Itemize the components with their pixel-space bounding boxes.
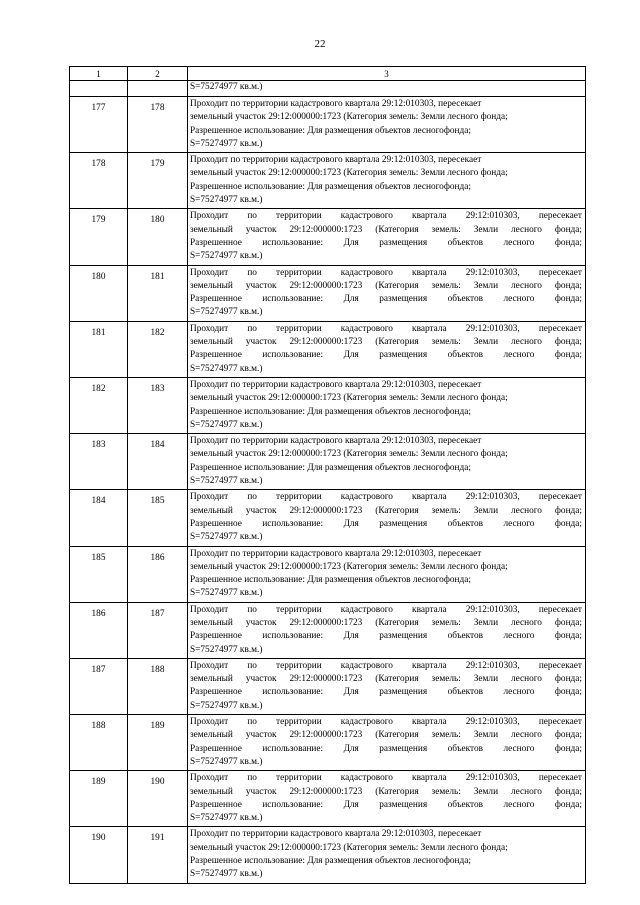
- point-number-from: 184: [70, 490, 128, 546]
- point-number-from: 183: [70, 434, 128, 490]
- description-line: Проходит по территории кадастрового квартала 29:12:010303, пересекает: [190, 604, 582, 615]
- point-number-from: 189: [70, 771, 128, 827]
- point-number-from: 177: [70, 97, 128, 153]
- point-number-to: 180: [128, 209, 188, 265]
- point-number-to: 190: [128, 771, 188, 827]
- continuation-cell-1: [70, 81, 128, 97]
- segment-description: [188, 715, 586, 771]
- table-body: [70, 67, 586, 884]
- segment-description: [188, 434, 586, 490]
- description-line: Разрешенное использование: Для размещения объектов лесного фонда;: [190, 631, 582, 642]
- description-line: Проходит по территории кадастрового квартала 29:12:010303, пересекает: [190, 211, 582, 222]
- point-number-to: 178: [128, 97, 188, 153]
- table-row: [70, 658, 586, 714]
- description-line: земельный участок 29:12:000000:1723 (Категория земель: Земли лесного фонда;: [190, 393, 508, 404]
- point-number-to: 185: [128, 490, 188, 546]
- description-line: S=75274977 кв.м.): [190, 363, 263, 374]
- description-line: земельный участок 29:12:000000:1723 (Категория земель: Земли лесного фонда;: [190, 617, 582, 628]
- description-line: Проходит по территории кадастрового квартала 29:12:010303, пересекает: [190, 436, 482, 447]
- table-row: [70, 602, 586, 658]
- segment-description: [188, 265, 586, 321]
- point-number-from: 187: [70, 658, 128, 714]
- description-line: Проходит по территории кадастрового квартала 29:12:010303, пересекает: [190, 379, 482, 390]
- description-line: Разрешенное использование: Для размещения объектов лесногофонда;: [190, 181, 471, 192]
- description-line: земельный участок 29:12:000000:1723 (Категория земель: Земли лесного фонда;: [190, 786, 582, 797]
- point-number-to: 188: [128, 658, 188, 714]
- description-line: S=75274977 кв.м.): [190, 138, 263, 149]
- description-line: Проходит по территории кадастрового квартала 29:12:010303, пересекает: [190, 660, 582, 671]
- description-line: Разрешенное использование: Для размещения объектов лесного фонда;: [190, 237, 582, 248]
- description-line: S=75274977 кв.м.): [190, 307, 263, 318]
- table-row: [70, 771, 586, 827]
- description-line: S=75274977 кв.м.): [190, 700, 263, 711]
- description-line: Разрешенное использование: Для размещения объектов лесногофонда;: [190, 125, 471, 136]
- table-row: [70, 715, 586, 771]
- description-line: Разрешенное использование: Для размещения объектов лесного фонда;: [190, 687, 582, 698]
- description-line: Разрешенное использование: Для размещения объектов лесногофонда;: [190, 575, 471, 586]
- description-line: земельный участок 29:12:000000:1723 (Категория земель: Земли лесного фонда;: [190, 168, 508, 179]
- description-line: земельный участок 29:12:000000:1723 (Категория земель: Земли лесного фонда;: [190, 505, 582, 516]
- point-number-to: 181: [128, 265, 188, 321]
- description-line: S=75274977 кв.м.): [190, 532, 263, 543]
- segment-description: [188, 827, 586, 883]
- description-line: S=75274977 кв.м.): [190, 756, 263, 767]
- description-line: Разрешенное использование: Для размещения объектов лесного фонда;: [190, 743, 582, 754]
- point-number-to: 187: [128, 602, 188, 658]
- description-line: Разрешенное использование: Для размещения объектов лесного фонда;: [190, 518, 582, 529]
- table-row: [70, 209, 586, 265]
- point-number-to: 186: [128, 546, 188, 602]
- point-number-from: 182: [70, 377, 128, 433]
- table-row: [70, 490, 586, 546]
- point-number-from: 180: [70, 265, 128, 321]
- description-line: Проходит по территории кадастрового квартала 29:12:010303, пересекает: [190, 717, 582, 728]
- table-row: [70, 265, 586, 321]
- point-number-to: 183: [128, 377, 188, 433]
- description-line: земельный участок 29:12:000000:1723 (Категория земель: Земли лесного фонда;: [190, 674, 582, 685]
- point-number-from: 188: [70, 715, 128, 771]
- segment-description: [188, 153, 586, 209]
- boundary-description-table: [69, 66, 586, 884]
- table-row: [70, 321, 586, 377]
- description-line: земельный участок 29:12:000000:1723 (Категория земель: Земли лесного фонда;: [190, 842, 508, 853]
- description-line: Проходит по территории кадастрового квартала 29:12:010303, пересекает: [190, 548, 482, 559]
- point-number-from: 179: [70, 209, 128, 265]
- table-row: [70, 434, 586, 490]
- continuation-text: S=75274977 кв.м.): [188, 81, 586, 97]
- description-line: Разрешенное использование: Для размещения объектов лесного фонда;: [190, 350, 582, 361]
- page-number: 22: [314, 38, 326, 50]
- point-number-to: 182: [128, 321, 188, 377]
- description-line: Проходит по территории кадастрового квартала 29:12:010303, пересекает: [190, 155, 482, 166]
- column-header-1: 1: [70, 67, 128, 81]
- segment-description: [188, 97, 586, 153]
- description-line: S=75274977 кв.м.): [190, 813, 263, 824]
- description-line: Проходит по территории кадастрового квартала 29:12:010303, пересекает: [190, 492, 582, 503]
- description-line: Проходит по территории кадастрового квартала 29:12:010303, пересекает: [190, 829, 482, 840]
- description-line: Разрешенное использование: Для размещения объектов лесногофонда;: [190, 856, 471, 867]
- point-number-from: 190: [70, 827, 128, 883]
- description-line: Разрешенное использование: Для размещения объектов лесногофонда;: [190, 406, 471, 417]
- description-line: S=75274977 кв.м.): [190, 419, 263, 430]
- table-header-row: [70, 67, 586, 81]
- table-row: [70, 97, 586, 153]
- segment-description: [188, 546, 586, 602]
- segment-description: [188, 377, 586, 433]
- description-line: S=75274977 кв.м.): [190, 195, 263, 206]
- segment-description: [188, 602, 586, 658]
- description-line: Проходит по территории кадастрового квартала 29:12:010303, пересекает: [190, 267, 582, 278]
- description-line: S=75274977 кв.м.): [190, 251, 263, 262]
- description-line: S=75274977 кв.м.): [190, 869, 263, 880]
- point-number-from: 181: [70, 321, 128, 377]
- point-number-from: 178: [70, 153, 128, 209]
- point-number-to: 191: [128, 827, 188, 883]
- table-row: [70, 546, 586, 602]
- point-number-to: 189: [128, 715, 188, 771]
- segment-description: [188, 771, 586, 827]
- description-line: земельный участок 29:12:000000:1723 (Категория земель: Земли лесного фонда;: [190, 337, 582, 348]
- continuation-cell-2: [128, 81, 188, 97]
- continuation-row: [70, 81, 586, 97]
- table-row: [70, 827, 586, 883]
- description-line: Проходит по территории кадастрового квартала 29:12:010303, пересекает: [190, 323, 582, 334]
- segment-description: [188, 321, 586, 377]
- table-row: [70, 153, 586, 209]
- description-line: S=75274977 кв.м.): [190, 588, 263, 599]
- column-header-2: 2: [128, 67, 188, 81]
- description-line: земельный участок 29:12:000000:1723 (Категория земель: Земли лесного фонда;: [190, 449, 508, 460]
- description-line: земельный участок 29:12:000000:1723 (Категория земель: Земли лесного фонда;: [190, 730, 582, 741]
- description-line: земельный участок 29:12:000000:1723 (Категория земель: Земли лесного фонда;: [190, 561, 508, 572]
- segment-description: [188, 490, 586, 546]
- description-line: Проходит по территории кадастрового квартала 29:12:010303, пересекает: [190, 773, 582, 784]
- table-row: [70, 377, 586, 433]
- point-number-from: 185: [70, 546, 128, 602]
- point-number-to: 184: [128, 434, 188, 490]
- description-line: S=75274977 кв.м.): [190, 476, 263, 487]
- segment-description: [188, 658, 586, 714]
- description-line: S=75274977 кв.м.): [190, 644, 263, 655]
- description-line: земельный участок 29:12:000000:1723 (Категория земель: Земли лесного фонда;: [190, 224, 582, 235]
- point-number-from: 186: [70, 602, 128, 658]
- segment-description: [188, 209, 586, 265]
- description-line: Разрешенное использование: Для размещения объектов лесногофонда;: [190, 462, 471, 473]
- description-line: земельный участок 29:12:000000:1723 (Категория земель: Земли лесного фонда;: [190, 112, 508, 123]
- point-number-to: 179: [128, 153, 188, 209]
- description-line: земельный участок 29:12:000000:1723 (Категория земель: Земли лесного фонда;: [190, 280, 582, 291]
- description-line: Проходит по территории кадастрового квартала 29:12:010303, пересекает: [190, 99, 482, 109]
- description-line: Разрешенное использование: Для размещения объектов лесного фонда;: [190, 294, 582, 305]
- description-line: Разрешенное использование: Для размещения объектов лесного фонда;: [190, 799, 582, 810]
- column-header-3: 3: [188, 67, 586, 81]
